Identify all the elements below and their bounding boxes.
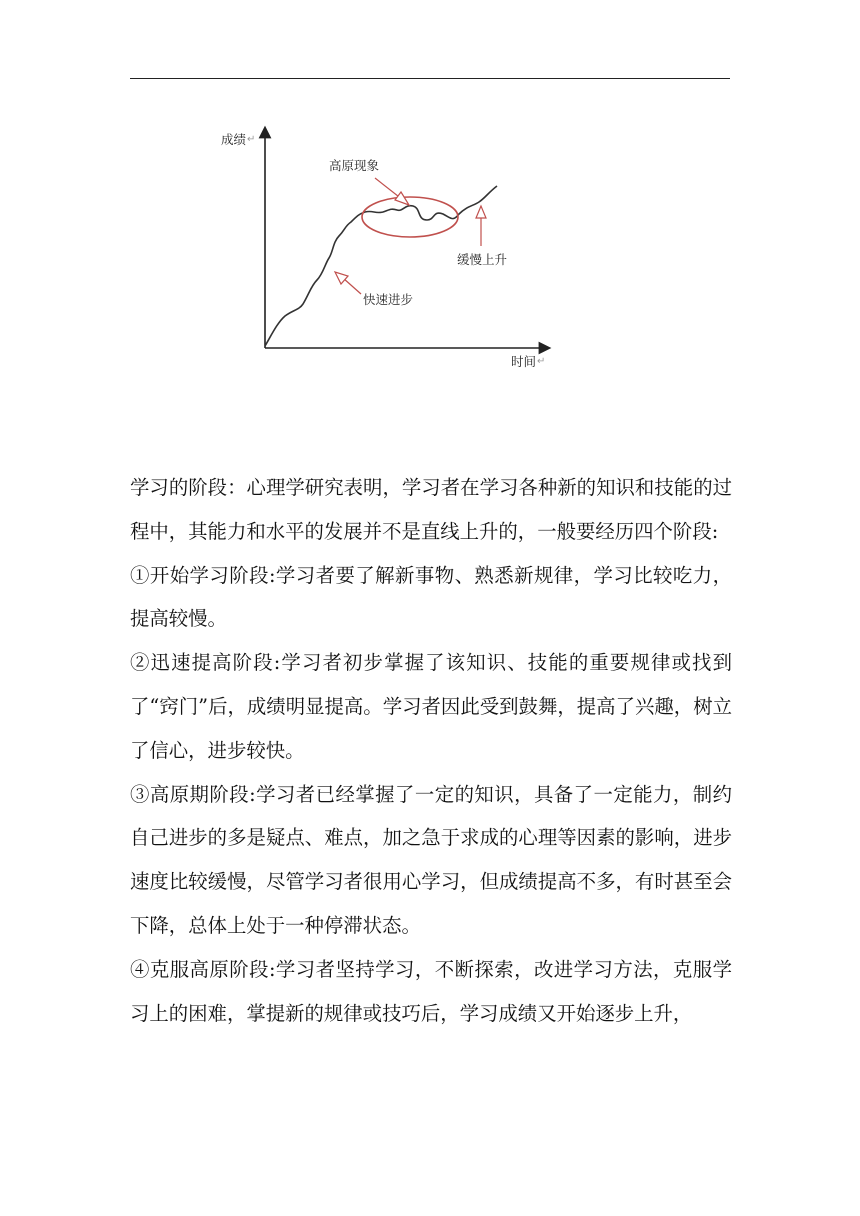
header-rule: [130, 78, 730, 79]
stage-3-paragraph: ③高原期阶段:学习者已经掌握了一定的知识，具备了一定能力，制约自己进步的多是疑点、难点，加之急于求成的心理等因素的影响，进步速度比较缓慢，尽管学习者很用心学习，但成绩提高不多，有时甚至会下降，总体上处于一种停滞状态。: [130, 782, 732, 937]
slow-rise-label: 缓慢上升: [457, 252, 508, 267]
stage-1-paragraph: ①开始学习阶段:学习者要了解新事物、熟悉新规律，学习比较吃力，提高较慢。: [130, 563, 732, 631]
stage-2-paragraph: ②迅速提高阶段:学习者初步掌握了该知识、技能的重要规律或找到了“窍门”后，成绩明显提高。学习者因此受到鼓舞，提高了兴趣，树立了信心，进步较快。: [130, 651, 732, 762]
plateau-label: 高原现象: [329, 158, 380, 173]
y-axis-para-mark: ↵: [247, 134, 256, 145]
plateau-ellipse: [362, 197, 458, 237]
stage-4-paragraph: ④克服高原阶段:学习者坚持学习，不断探索，改进学习方法，克服学习上的困难，掌提新的规律或技巧后，学习成绩又开始逐步上升，: [130, 957, 732, 1025]
y-axis-label: 成绩: [221, 132, 247, 147]
x-axis-para-mark: ↵: [537, 356, 546, 367]
fast-progress-label: 快速进步: [363, 292, 414, 307]
x-axis-label: 时间: [511, 354, 537, 369]
body-text: [130, 466, 732, 1035]
learning-curve-figure: [205, 118, 565, 388]
learning-curve-diagram: [205, 118, 565, 388]
slow-rise-arrow: [476, 206, 486, 246]
fast-progress-arrow: [335, 272, 361, 294]
intro-paragraph: 学习的阶段：心理学研究表明，学习者在学习各种新的知识和技能的过程中，其能力和水平的发展并不是直线上升的，一般要经历四个阶段:: [130, 476, 732, 543]
